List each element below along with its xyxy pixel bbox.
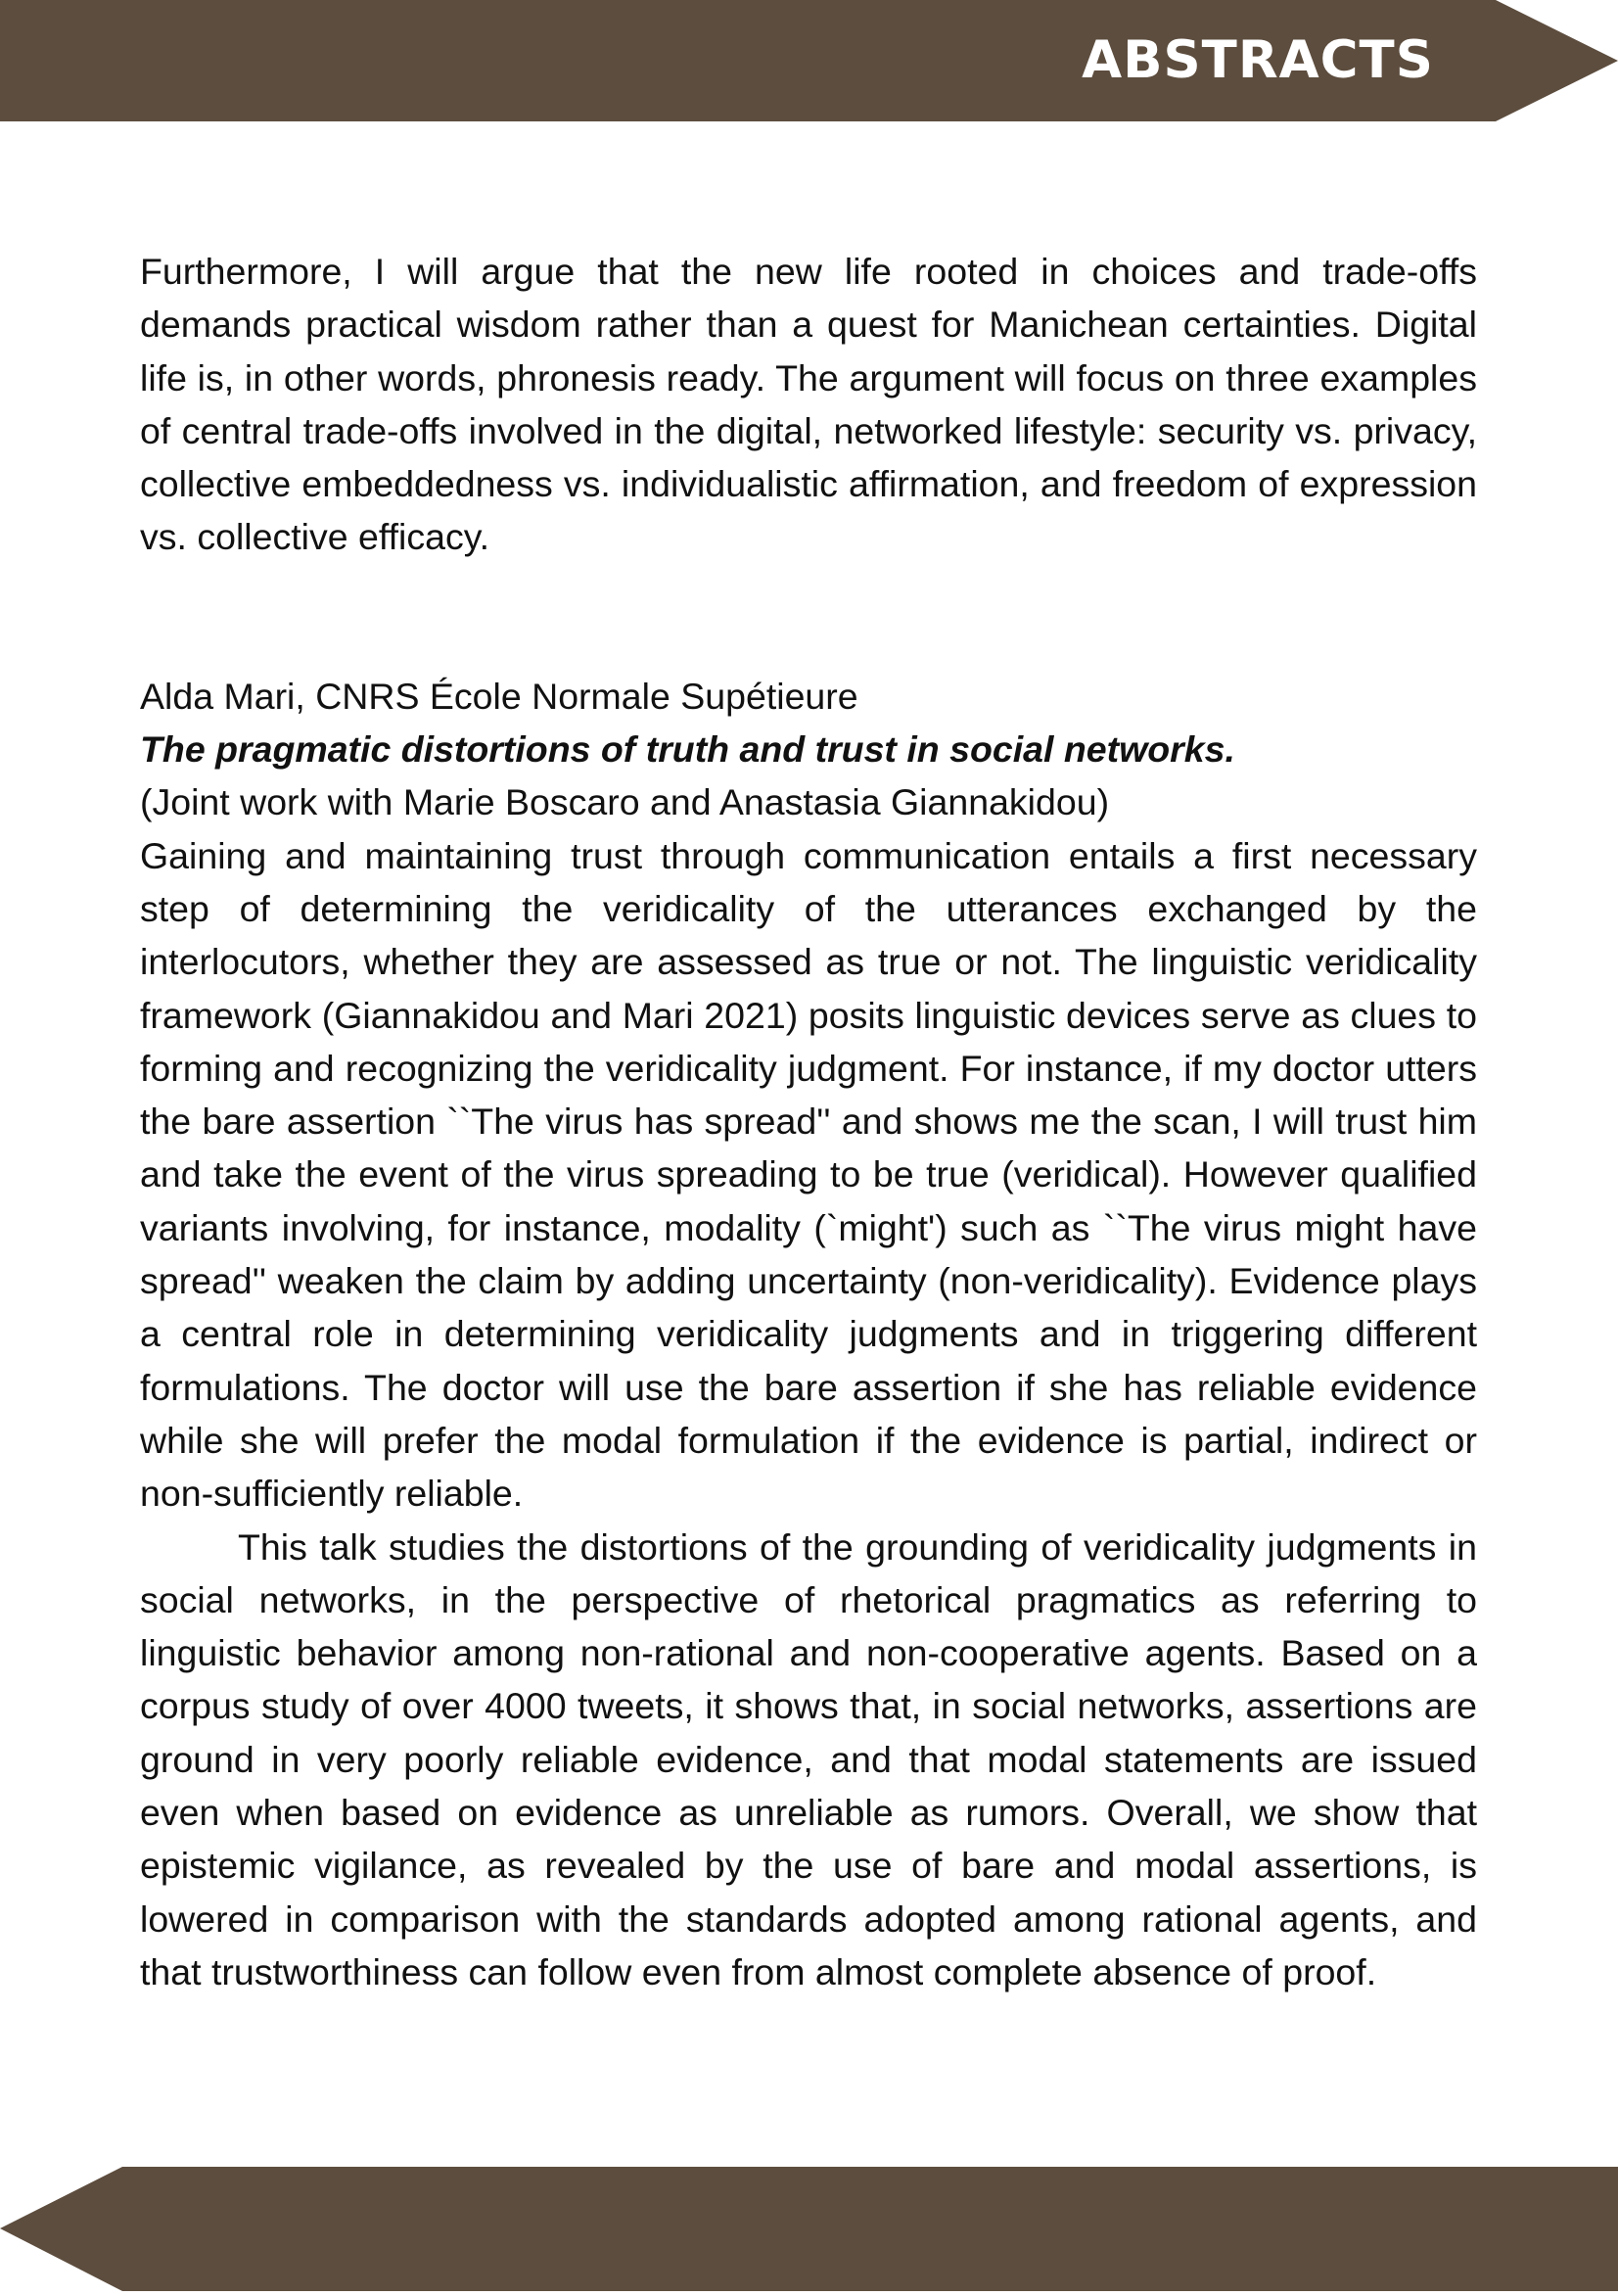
page-content bbox=[140, 245, 1477, 1998]
footer-banner bbox=[0, 2167, 1618, 2291]
abstract-paragraph-2: This talk studies the distortions of the grounding of veridicality judgments in social networks, in the perspective of rhetorical pragmatics as referring to linguistic behavior among non-rational and non-cooperative agents. Based on a corpus study of over 4000 tweets, it shows that, in social networks, assertions are ground in very poorly reliable evidence, and that modal statements are issued even when based on evidence as unreliable as rumors. Overall, we show that epistemic vigilance, as revealed by the use of bare and modal assertions, is lowered in comparison with the standards adopted among rational agents, and that trustworthiness can follow even from almost complete absence of proof. bbox=[140, 1525, 1477, 1992]
header-banner bbox=[0, 0, 1618, 121]
page-section-title: ABSTRACTS bbox=[1082, 30, 1434, 90]
footer-banner-shape bbox=[0, 2167, 1618, 2291]
section-spacer bbox=[140, 564, 1477, 670]
abstract-title: The pragmatic distortions of truth and trust in social networks. bbox=[140, 728, 1235, 771]
abstract-author: Alda Mari, CNRS École Normale Supétieure bbox=[140, 675, 858, 717]
abstract-joint-work: (Joint work with Marie Boscaro and Anastasia Giannakidou) bbox=[140, 781, 1110, 823]
intro-paragraph: Furthermore, I will argue that the new life rooted in choices and trade-offs demands practical wisdom rather than a quest for Manichean certainties. Digital life is, in other words, phronesis ready. The argument will focus on three examples of central trade-offs involved in the digital, networked lifestyle: security vs. privacy, collective embeddedness vs. individualistic affirmation, and freedom of expression vs. collective efficacy. bbox=[140, 251, 1477, 558]
abstract-entry bbox=[140, 670, 1477, 1998]
abstract-paragraph-1: Gaining and maintaining trust through communication entails a first necessary step of determining the veridicality of the utterances exchanged by the interlocutors, whether they are assessed as true or not. The linguistic veridicality framework (Giannakidou and Mari 2021) posits linguistic devices serve as clues to forming and recognizing the veridicality judgment. For instance, if my doctor utters the bare assertion ``The virus has spread'' and shows me the scan, I will trust him and take the event of the virus spreading to be true (veridical). However qualified variants involving, for instance, modality (`might') such as ``The virus might have spread'' weaken the claim by adding uncertainty (non-veridicality). Evidence plays a central role in determining veridicality judgments and in triggering different formulations. The doctor will use the bare assertion if she has reliable evidence while she will prefer the modal formulation if the evidence is partial, indirect or non-sufficiently reliable. bbox=[140, 834, 1477, 1515]
